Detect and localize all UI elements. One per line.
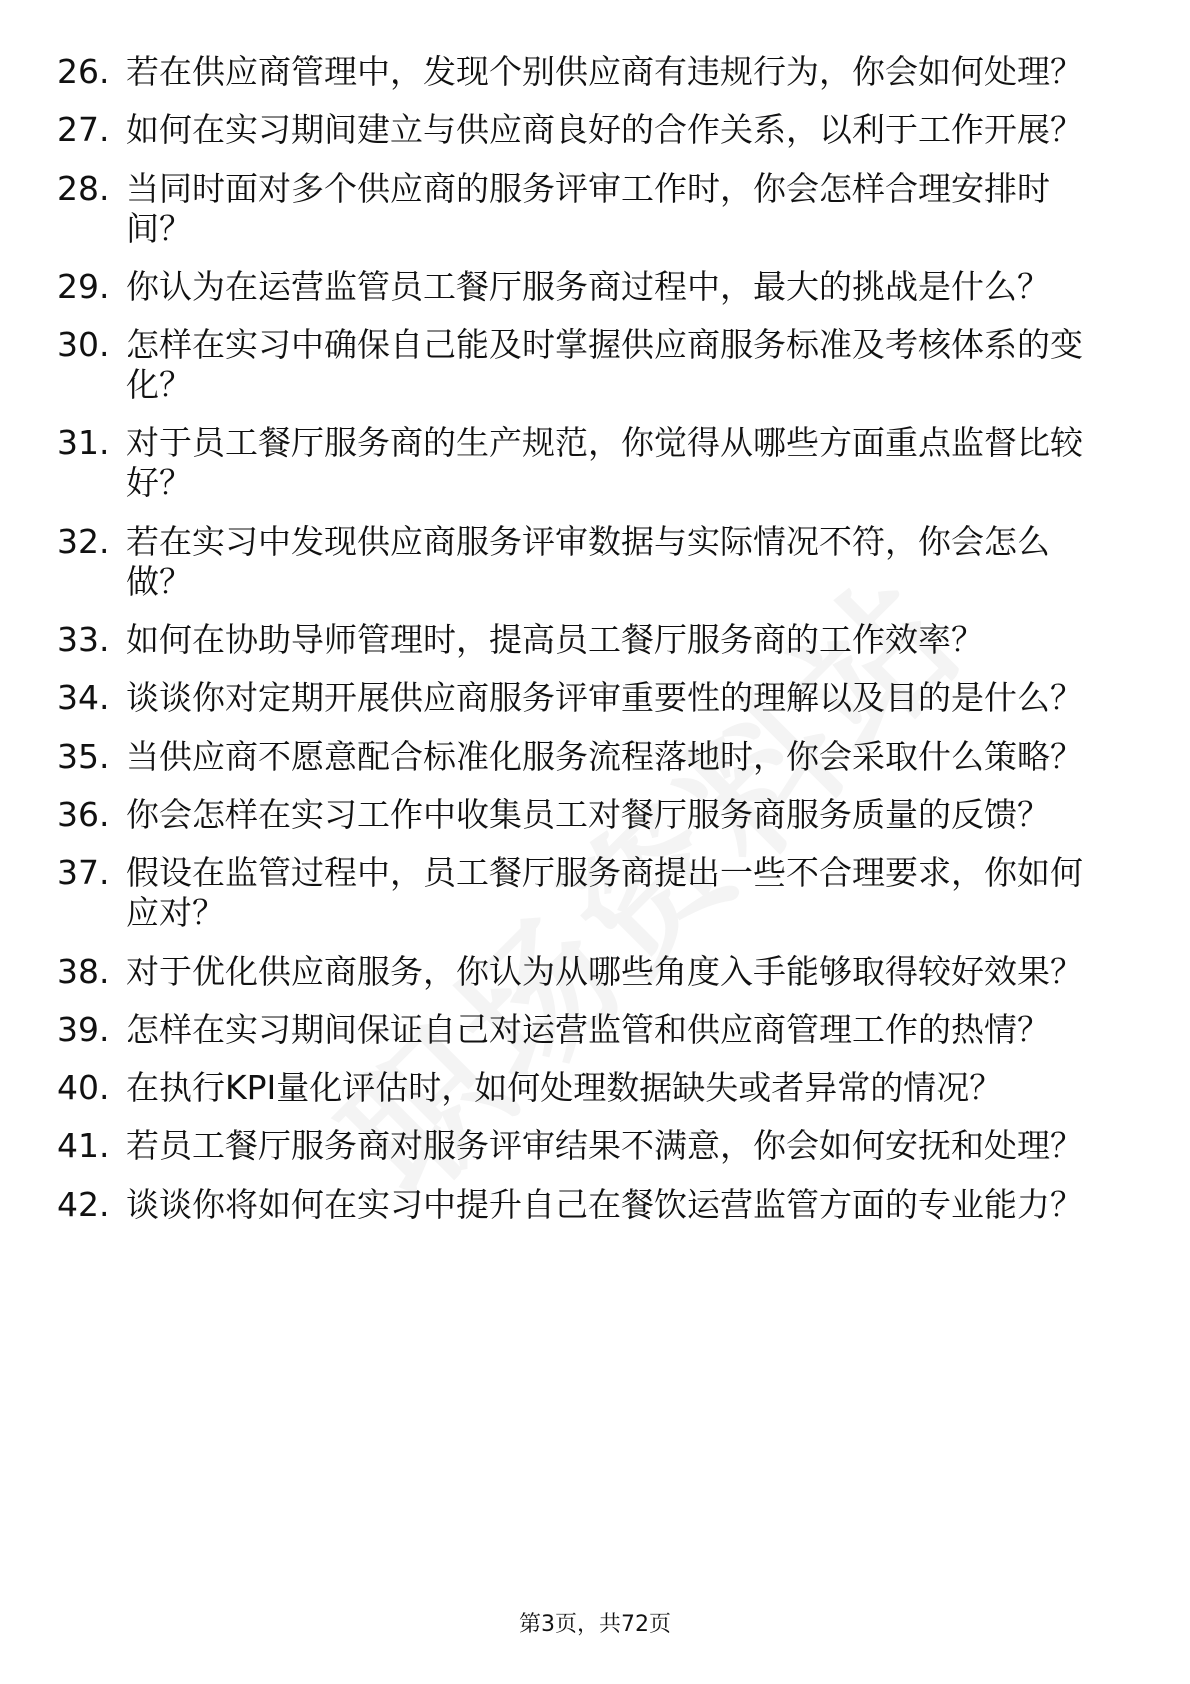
question-text: 当同时面对多个供应商的服务评审工作时，你会怎样合理安排时间？: [126, 168, 1050, 248]
question-item: [0, 325, 1190, 405]
question-number: 39.: [57, 1009, 110, 1049]
question-text: 若在供应商管理中，发现个别供应商有违规行为，你会如何处理？: [126, 52, 1083, 91]
question-item: [0, 110, 1190, 150]
question-item: [0, 522, 1190, 602]
question-text: 如何在协助导师管理时，提高员工餐厅服务商的工作效率？: [126, 620, 984, 660]
question-text: 在执行KPI量化评估时，如何处理数据缺失或者异常的情况？: [126, 1068, 1003, 1108]
question-text: 对于员工餐厅服务商的生产规范，你觉得从哪些方面重点监督比较好？: [126, 423, 1083, 503]
question-text: 当供应商不愿意配合标准化服务流程落地时，你会采取什么策略？: [126, 736, 1083, 776]
question-number: 33.: [57, 620, 110, 660]
question-text: 如何在实习期间建立与供应商良好的合作关系，以利于工作开展？: [126, 110, 1083, 150]
question-number: 28.: [57, 168, 110, 208]
question-number: 35.: [57, 736, 110, 776]
question-item: [0, 267, 1190, 307]
question-number: 27.: [57, 110, 110, 150]
question-number: 26.: [57, 52, 110, 91]
question-number: 38.: [57, 951, 110, 991]
question-text: 假设在监管过程中，员工餐厅服务商提出一些不合理要求，你如何应对？: [126, 853, 1083, 933]
question-number: 32.: [57, 521, 110, 561]
question-item: [0, 1010, 1190, 1050]
question-item: [0, 169, 1190, 249]
question-text: 你认为在运营监管员工餐厅服务商过程中，最大的挑战是什么？: [126, 266, 1050, 306]
question-item: [0, 52, 1190, 92]
question-number: 30.: [57, 325, 110, 365]
question-number: 31.: [57, 423, 110, 463]
question-item: [0, 423, 1190, 503]
question-number: 34.: [57, 678, 110, 718]
question-item: [0, 1185, 1190, 1225]
question-number: 41.: [57, 1126, 110, 1166]
question-list: [0, 52, 1190, 1243]
question-item: [0, 795, 1190, 835]
question-number: 29.: [57, 266, 110, 306]
question-text: 若在实习中发现供应商服务评审数据与实际情况不符，你会怎么做？: [126, 521, 1050, 601]
page-number-label: 第3页，共72页: [519, 1612, 671, 1637]
page-footer: [0, 1610, 1190, 1640]
question-item: [0, 1126, 1190, 1166]
question-text: 怎样在实习中确保自己能及时掌握供应商服务标准及考核体系的变化？: [126, 325, 1083, 405]
question-item: [0, 737, 1190, 777]
question-text: 谈谈你对定期开展供应商服务评审重要性的理解以及目的是什么？: [126, 678, 1083, 718]
question-number: 40.: [57, 1068, 110, 1108]
question-item: [0, 620, 1190, 660]
question-text: 对于优化供应商服务，你认为从哪些角度入手能够取得较好效果？: [126, 951, 1083, 991]
question-text: 若员工餐厅服务商对服务评审结果不满意，你会如何安抚和处理？: [126, 1126, 1083, 1166]
question-text: 你会怎样在实习工作中收集员工对餐厅服务商服务质量的反馈？: [126, 794, 1050, 834]
question-item: [0, 952, 1190, 992]
question-item: [0, 678, 1190, 718]
question-number: 37.: [57, 853, 110, 893]
question-item: [0, 853, 1190, 933]
question-text: 怎样在实习期间保证自己对运营监管和供应商管理工作的热情？: [126, 1009, 1050, 1049]
question-number: 42.: [57, 1184, 110, 1224]
question-item: [0, 1068, 1190, 1108]
question-number: 36.: [57, 794, 110, 834]
question-text: 谈谈你将如何在实习中提升自己在餐饮运营监管方面的专业能力？: [126, 1184, 1083, 1224]
